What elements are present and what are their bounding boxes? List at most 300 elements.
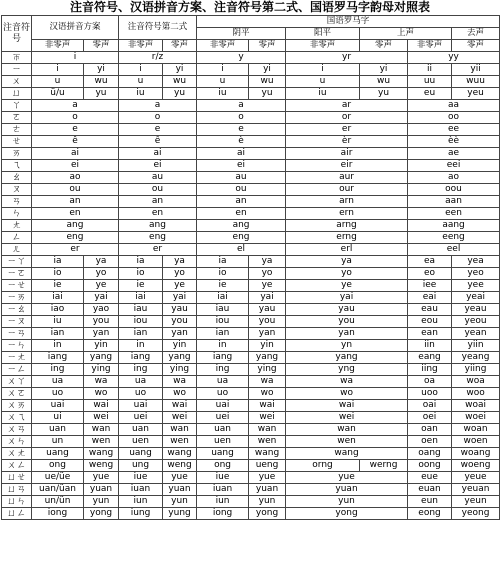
table-row [2, 424, 500, 436]
gr-yangping-cell: our [286, 184, 408, 196]
hanyu-nonzero-cell: un/ün [32, 496, 84, 508]
gr-yinping-cell: eng [197, 232, 286, 244]
gr-yinping-nonzero-cell: uai [197, 400, 249, 412]
table-row [2, 196, 500, 208]
gr-shangsheng-zero-cell: yeue [452, 472, 500, 484]
gr-yinping-nonzero-cell: uang [197, 448, 249, 460]
table-row [2, 388, 500, 400]
gr-shangsheng-nonzero-cell: euan [408, 484, 452, 496]
gr-yinping-cell: ei [197, 160, 286, 172]
hanyu-nonzero-cell: ü/u [32, 88, 84, 100]
gr-shangsheng-cell: oou [408, 184, 500, 196]
hanyu-nonzero-cell: uan [32, 424, 84, 436]
header-zhuyin: 注音符号 [2, 16, 32, 52]
gr-shangsheng-zero-cell: yeou [452, 316, 500, 328]
gr-yinping-zero-cell: you [249, 316, 286, 328]
gr-shangsheng-zero-cell: yean [452, 328, 500, 340]
gr-yangping-cell: yang [286, 352, 408, 364]
gr-yinping-zero-cell: ya [249, 256, 286, 268]
zhuyin-symbol-cell: ㄭ [2, 52, 32, 64]
mps2-zero-cell: weng [163, 460, 197, 472]
gr-yangping-cell: èr [286, 136, 408, 148]
gr-yinping-zero-cell: yun [249, 496, 286, 508]
table-title: 注音符号、汉语拼音方案、注音符号第二式、国语罗马字韵母对照表 [69, 0, 430, 14]
table-row [2, 136, 500, 148]
mps2-cell: an [119, 196, 197, 208]
gr-yinping-nonzero-cell: iou [197, 316, 249, 328]
gr-shangsheng-zero-cell: yiing [452, 364, 500, 376]
hanyu-zero-cell: wo [84, 388, 119, 400]
mps2-zero-cell: yu [163, 88, 197, 100]
table-row [2, 484, 500, 496]
hanyu-nonzero-cell: iang [32, 352, 84, 364]
gr-shangsheng-zero-cell: yeau [452, 304, 500, 316]
gr-yinping-nonzero-cell: iong [197, 508, 249, 520]
mps2-nonzero-cell: iu [119, 88, 163, 100]
hanyu-nonzero-cell: i [32, 64, 84, 76]
mps2-zero-cell: wen [163, 436, 197, 448]
gr-shangsheng-zero-cell: woang [452, 448, 500, 460]
hanyu-nonzero-cell: ong [32, 460, 84, 472]
zhuyin-symbol-cell: ㄩㄢ [2, 484, 32, 496]
hanyu-nonzero-cell: in [32, 340, 84, 352]
hanyu-nonzero-cell: uang [32, 448, 84, 460]
gr-yinping-zero-cell: yuan [249, 484, 286, 496]
table-row [2, 124, 500, 136]
gr-yinping-cell: e [197, 124, 286, 136]
gr-shangsheng-zero-cell: yeun [452, 496, 500, 508]
mps2-cell: ê [119, 136, 197, 148]
table-row [2, 148, 500, 160]
table-row [2, 208, 500, 220]
mps2-cell: o [119, 112, 197, 124]
mps2-nonzero-cell: iai [119, 292, 163, 304]
gr-yinping-nonzero-cell: iuan [197, 484, 249, 496]
table-row [2, 376, 500, 388]
gr-shangsheng-nonzero-cell: ean [408, 328, 452, 340]
hanyu-cell: en [32, 208, 119, 220]
mps2-nonzero-cell: iou [119, 316, 163, 328]
zhuyin-symbol-cell: ㄨㄚ [2, 376, 32, 388]
gr-shangsheng-nonzero-cell: iin [408, 340, 452, 352]
zhuyin-symbol-cell: ㄤ [2, 220, 32, 232]
gr-yinping-zero-cell: yu [249, 88, 286, 100]
mps2-cell: eng [119, 232, 197, 244]
table-row [2, 256, 500, 268]
zhuyin-symbol-cell: ㄥ [2, 232, 32, 244]
zhuyin-symbol-cell: ㄩㄥ [2, 508, 32, 520]
hanyu-nonzero-cell: uai [32, 400, 84, 412]
mps2-nonzero-cell: iuan [119, 484, 163, 496]
table-row [2, 64, 500, 76]
hanyu-zero-cell: yo [84, 268, 119, 280]
hanyu-nonzero-cell: uan/üan [32, 484, 84, 496]
gr-yinping-zero-cell: yai [249, 292, 286, 304]
gr-yinping-zero-cell: wen [249, 436, 286, 448]
mps2-nonzero-cell: ia [119, 256, 163, 268]
gr-yinping-nonzero-cell: uen [197, 436, 249, 448]
gr-yinping-zero-cell: wei [249, 412, 286, 424]
mps2-zero-cell: wai [163, 400, 197, 412]
gr-shangsheng-zero-cell: woo [452, 388, 500, 400]
gr-yinping-nonzero-cell: uo [197, 388, 249, 400]
gr-yangping-cell: yun [286, 496, 408, 508]
mps2-nonzero-cell: i [119, 64, 163, 76]
gr-yinping-cell: y [197, 52, 286, 64]
hanyu-nonzero-cell: iu [32, 316, 84, 328]
hanyu-nonzero-cell: uo [32, 388, 84, 400]
table-row [2, 364, 500, 376]
header-zero-initial: 零声 [452, 40, 500, 52]
gr-yinping-zero-cell: ying [249, 364, 286, 376]
mps2-cell: ai [119, 148, 197, 160]
gr-yinping-zero-cell: wang [249, 448, 286, 460]
gr-shangsheng-nonzero-cell: eue [408, 472, 452, 484]
gr-yangping-cell: ye [286, 280, 408, 292]
hanyu-zero-cell: you [84, 316, 119, 328]
hanyu-nonzero-cell: ian [32, 328, 84, 340]
zhuyin-symbol-cell: ㄧㄡ [2, 316, 32, 328]
gr-yinping-zero-cell: yang [249, 352, 286, 364]
gr-yinping-nonzero-cell: iai [197, 292, 249, 304]
table-row [2, 496, 500, 508]
gr-shangsheng-zero-cell: woei [452, 412, 500, 424]
gr-shangsheng-nonzero-cell: oong [408, 460, 452, 472]
table-row [2, 292, 500, 304]
table-row [2, 304, 500, 316]
mps2-nonzero-cell: uei [119, 412, 163, 424]
gr-yangping-cell: eir [286, 160, 408, 172]
gr-shangsheng-cell: aa [408, 100, 500, 112]
mps2-nonzero-cell: uang [119, 448, 163, 460]
gr-yinping-zero-cell: yo [249, 268, 286, 280]
header-zero-initial: 零声 [84, 40, 119, 52]
header-nonzero-initial: 非零声 [286, 40, 360, 52]
gr-yangping-cell: wan [286, 424, 408, 436]
gr-shangsheng-zero-cell: yeai [452, 292, 500, 304]
gr-shangsheng-nonzero-cell: eang [408, 352, 452, 364]
gr-yangping-cell: arn [286, 196, 408, 208]
zhuyin-symbol-cell: ㄣ [2, 208, 32, 220]
table-row [2, 280, 500, 292]
table-row [2, 508, 500, 520]
gr-shangsheng-nonzero-cell: oei [408, 412, 452, 424]
gr-shangsheng-nonzero-cell: oang [408, 448, 452, 460]
gr-yangping-cell: wo [286, 388, 408, 400]
table-row [2, 52, 500, 64]
zhuyin-symbol-cell: ㄢ [2, 196, 32, 208]
table-row [2, 100, 500, 112]
zhuyin-symbol-cell: ㄨㄛ [2, 388, 32, 400]
table-row [2, 160, 500, 172]
gr-shangsheng-nonzero-cell: oan [408, 424, 452, 436]
gr-yangping-cell: yn [286, 340, 408, 352]
mps2-zero-cell: yi [163, 64, 197, 76]
gr-yangping-cell: yau [286, 304, 408, 316]
table-row [2, 472, 500, 484]
header-qusheng: 去声 [452, 28, 500, 40]
mps2-cell: au [119, 172, 197, 184]
hanyu-zero-cell: wai [84, 400, 119, 412]
header-hanyu-pinyin: 汉语拼音方案 [32, 16, 119, 40]
mps2-zero-cell: yau [163, 304, 197, 316]
gr-yinping-cell: a [197, 100, 286, 112]
mps2-nonzero-cell: ing [119, 364, 163, 376]
header-shangsheng: 上声 [360, 28, 452, 40]
gr-shangsheng-nonzero-cell: oa [408, 376, 452, 388]
gr-shangsheng-zero-cell: wuu [452, 76, 500, 88]
gr-yangping-cell: or [286, 112, 408, 124]
gr-yangping-zero-cell: werng [360, 460, 408, 472]
gr-yangping-nonzero-cell: iu [286, 88, 360, 100]
hanyu-cell: ê [32, 136, 119, 148]
table-row [2, 172, 500, 184]
gr-yinping-nonzero-cell: iau [197, 304, 249, 316]
zhuyin-symbol-cell: ㄨㄟ [2, 412, 32, 424]
gr-yangping-cell: arng [286, 220, 408, 232]
mps2-nonzero-cell: uo [119, 388, 163, 400]
gr-yangping-cell: wang [286, 448, 408, 460]
header-mps2: 注音符号第二式 [119, 16, 197, 40]
hanyu-zero-cell: wei [84, 412, 119, 424]
zhuyin-symbol-cell: ㄝ [2, 136, 32, 148]
gr-shangsheng-zero-cell: yeo [452, 268, 500, 280]
gr-yangping-zero-cell: yu [360, 88, 408, 100]
hanyu-zero-cell: yi [84, 64, 119, 76]
mps2-nonzero-cell: uen [119, 436, 163, 448]
hanyu-zero-cell: yao [84, 304, 119, 316]
header-zero-initial: 零声 [249, 40, 286, 52]
gr-shangsheng-nonzero-cell: iing [408, 364, 452, 376]
mps2-cell: ei [119, 160, 197, 172]
table-row [2, 340, 500, 352]
zhuyin-symbol-cell: ㄨㄤ [2, 448, 32, 460]
gr-shangsheng-zero-cell: yee [452, 280, 500, 292]
gr-yinping-nonzero-cell: iu [197, 88, 249, 100]
hanyu-cell: er [32, 244, 119, 256]
mps2-cell: ou [119, 184, 197, 196]
gr-shangsheng-cell: yy [408, 52, 500, 64]
gr-yinping-nonzero-cell: ing [197, 364, 249, 376]
hanyu-cell: i [32, 52, 119, 64]
gr-yinping-cell: an [197, 196, 286, 208]
mps2-nonzero-cell: iang [119, 352, 163, 364]
mps2-zero-cell: yai [163, 292, 197, 304]
gr-yangping-cell: yng [286, 364, 408, 376]
gr-shangsheng-zero-cell: woeng [452, 460, 500, 472]
mps2-nonzero-cell: iung [119, 508, 163, 520]
gr-yinping-zero-cell: wai [249, 400, 286, 412]
gr-shangsheng-zero-cell: yii [452, 64, 500, 76]
mps2-nonzero-cell: uan [119, 424, 163, 436]
table-row [2, 268, 500, 280]
hanyu-zero-cell: weng [84, 460, 119, 472]
mps2-zero-cell: yin [163, 340, 197, 352]
gr-shangsheng-nonzero-cell: eau [408, 304, 452, 316]
hanyu-cell: e [32, 124, 119, 136]
hanyu-nonzero-cell: un [32, 436, 84, 448]
mps2-nonzero-cell: iue [119, 472, 163, 484]
zhuyin-symbol-cell: ㄧㄚ [2, 256, 32, 268]
gr-yangping-cell: yuan [286, 484, 408, 496]
gr-shangsheng-nonzero-cell: oen [408, 436, 452, 448]
hanyu-cell: ai [32, 148, 119, 160]
gr-yinping-zero-cell: yong [249, 508, 286, 520]
gr-yangping-cell: wei [286, 412, 408, 424]
gr-shangsheng-nonzero-cell: eai [408, 292, 452, 304]
gr-shangsheng-nonzero-cell: eun [408, 496, 452, 508]
gr-yangping-cell: yo [286, 268, 408, 280]
zhuyin-symbol-cell: ㄟ [2, 160, 32, 172]
table-row [2, 76, 500, 88]
gr-yinping-cell: ai [197, 148, 286, 160]
hanyu-zero-cell: ying [84, 364, 119, 376]
zhuyin-symbol-cell: ㄨ [2, 76, 32, 88]
hanyu-cell: eng [32, 232, 119, 244]
hanyu-nonzero-cell: io [32, 268, 84, 280]
mps2-zero-cell: yang [163, 352, 197, 364]
gr-yinping-cell: ou [197, 184, 286, 196]
gr-shangsheng-nonzero-cell: eong [408, 508, 452, 520]
zhuyin-symbol-cell: ㄧㄝ [2, 280, 32, 292]
zhuyin-symbol-cell: ㄩ [2, 88, 32, 100]
finals-comparison-table [1, 15, 500, 520]
gr-shangsheng-zero-cell: yeang [452, 352, 500, 364]
mps2-zero-cell: wu [163, 76, 197, 88]
gr-yangping-zero-cell: wu [360, 76, 408, 88]
table-row [2, 328, 500, 340]
header-yinping: 阴平 [197, 28, 286, 40]
gr-shangsheng-cell: eel [408, 244, 500, 256]
gr-shangsheng-nonzero-cell: ea [408, 256, 452, 268]
gr-yangping-cell: yai [286, 292, 408, 304]
gr-shangsheng-zero-cell: yea [452, 256, 500, 268]
gr-yinping-nonzero-cell: uei [197, 412, 249, 424]
hanyu-nonzero-cell: iai [32, 292, 84, 304]
hanyu-cell: a [32, 100, 119, 112]
mps2-zero-cell: wang [163, 448, 197, 460]
mps2-nonzero-cell: ua [119, 376, 163, 388]
table-row [2, 88, 500, 100]
gr-yangping-cell: erng [286, 232, 408, 244]
gr-yangping-cell: aur [286, 172, 408, 184]
zhuyin-symbol-cell: ㄧㄞ [2, 292, 32, 304]
gr-shangsheng-zero-cell: yiin [452, 340, 500, 352]
gr-shangsheng-zero-cell: woa [452, 376, 500, 388]
zhuyin-symbol-cell: ㄨㄥ [2, 460, 32, 472]
zhuyin-symbol-cell: ㄨㄣ [2, 436, 32, 448]
mps2-zero-cell: you [163, 316, 197, 328]
hanyu-zero-cell: yuan [84, 484, 119, 496]
hanyu-nonzero-cell: ie [32, 280, 84, 292]
gr-yangping-cell: yr [286, 52, 408, 64]
gr-yinping-cell: o [197, 112, 286, 124]
gr-yangping-cell: er [286, 124, 408, 136]
mps2-zero-cell: yung [163, 508, 197, 520]
gr-shangsheng-cell: eei [408, 160, 500, 172]
header-nonzero-initial: 非零声 [119, 40, 163, 52]
zhuyin-symbol-cell: ㄦ [2, 244, 32, 256]
header-nonzero-initial: 非零声 [32, 40, 84, 52]
gr-yinping-zero-cell: wu [249, 76, 286, 88]
gr-yangping-cell: you [286, 316, 408, 328]
gr-shangsheng-zero-cell: yeuan [452, 484, 500, 496]
mps2-cell: e [119, 124, 197, 136]
mps2-zero-cell: wo [163, 388, 197, 400]
hanyu-zero-cell: yun [84, 496, 119, 508]
gr-shangsheng-cell: ae [408, 148, 500, 160]
gr-shangsheng-cell: oo [408, 112, 500, 124]
mps2-zero-cell: wa [163, 376, 197, 388]
gr-yinping-nonzero-cell: u [197, 76, 249, 88]
gr-shangsheng-cell: ao [408, 172, 500, 184]
gr-yinping-cell: è [197, 136, 286, 148]
gr-yinping-zero-cell: yau [249, 304, 286, 316]
hanyu-zero-cell: yin [84, 340, 119, 352]
mps2-zero-cell: yue [163, 472, 197, 484]
zhuyin-symbol-cell: ㄧㄤ [2, 352, 32, 364]
gr-shangsheng-cell: een [408, 208, 500, 220]
zhuyin-symbol-cell: ㄛ [2, 112, 32, 124]
mps2-nonzero-cell: ie [119, 280, 163, 292]
gr-yinping-zero-cell: wo [249, 388, 286, 400]
table-row [2, 220, 500, 232]
gr-shangsheng-zero-cell: woan [452, 424, 500, 436]
gr-yinping-nonzero-cell: ua [197, 376, 249, 388]
hanyu-cell: ang [32, 220, 119, 232]
zhuyin-symbol-cell: ㄧㄥ [2, 364, 32, 376]
gr-yinping-zero-cell: ueng [249, 460, 286, 472]
zhuyin-symbol-cell: ㄨㄢ [2, 424, 32, 436]
hanyu-nonzero-cell: ua [32, 376, 84, 388]
gr-yangping-cell: wen [286, 436, 408, 448]
gr-shangsheng-zero-cell: yeong [452, 508, 500, 520]
hanyu-nonzero-cell: ue/üe [32, 472, 84, 484]
gr-yinping-cell: ang [197, 220, 286, 232]
gr-yangping-cell: ar [286, 100, 408, 112]
mps2-cell: en [119, 208, 197, 220]
hanyu-cell: an [32, 196, 119, 208]
mps2-nonzero-cell: uai [119, 400, 163, 412]
hanyu-cell: ou [32, 184, 119, 196]
table-row [2, 412, 500, 424]
hanyu-zero-cell: ye [84, 280, 119, 292]
hanyu-nonzero-cell: ui [32, 412, 84, 424]
gr-yangping-cell: yue [286, 472, 408, 484]
gr-yangping-cell: yong [286, 508, 408, 520]
mps2-zero-cell: wei [163, 412, 197, 424]
mps2-cell: er [119, 244, 197, 256]
gr-yinping-nonzero-cell: in [197, 340, 249, 352]
gr-shangsheng-cell: ee [408, 124, 500, 136]
hanyu-zero-cell: wa [84, 376, 119, 388]
table-row [2, 232, 500, 244]
hanyu-nonzero-cell: ia [32, 256, 84, 268]
gr-yinping-cell: en [197, 208, 286, 220]
header-nonzero-initial: 非零声 [197, 40, 249, 52]
mps2-nonzero-cell: ung [119, 460, 163, 472]
table-row [2, 244, 500, 256]
gr-yangping-cell: ya [286, 256, 408, 268]
zhuyin-symbol-cell: ㄧㄛ [2, 268, 32, 280]
table-body [2, 52, 500, 520]
gr-shangsheng-zero-cell: yeu [452, 88, 500, 100]
zhuyin-symbol-cell: ㄜ [2, 124, 32, 136]
table-row [2, 352, 500, 364]
gr-shangsheng-cell: èè [408, 136, 500, 148]
gr-yinping-zero-cell: yan [249, 328, 286, 340]
gr-shangsheng-nonzero-cell: eu [408, 88, 452, 100]
